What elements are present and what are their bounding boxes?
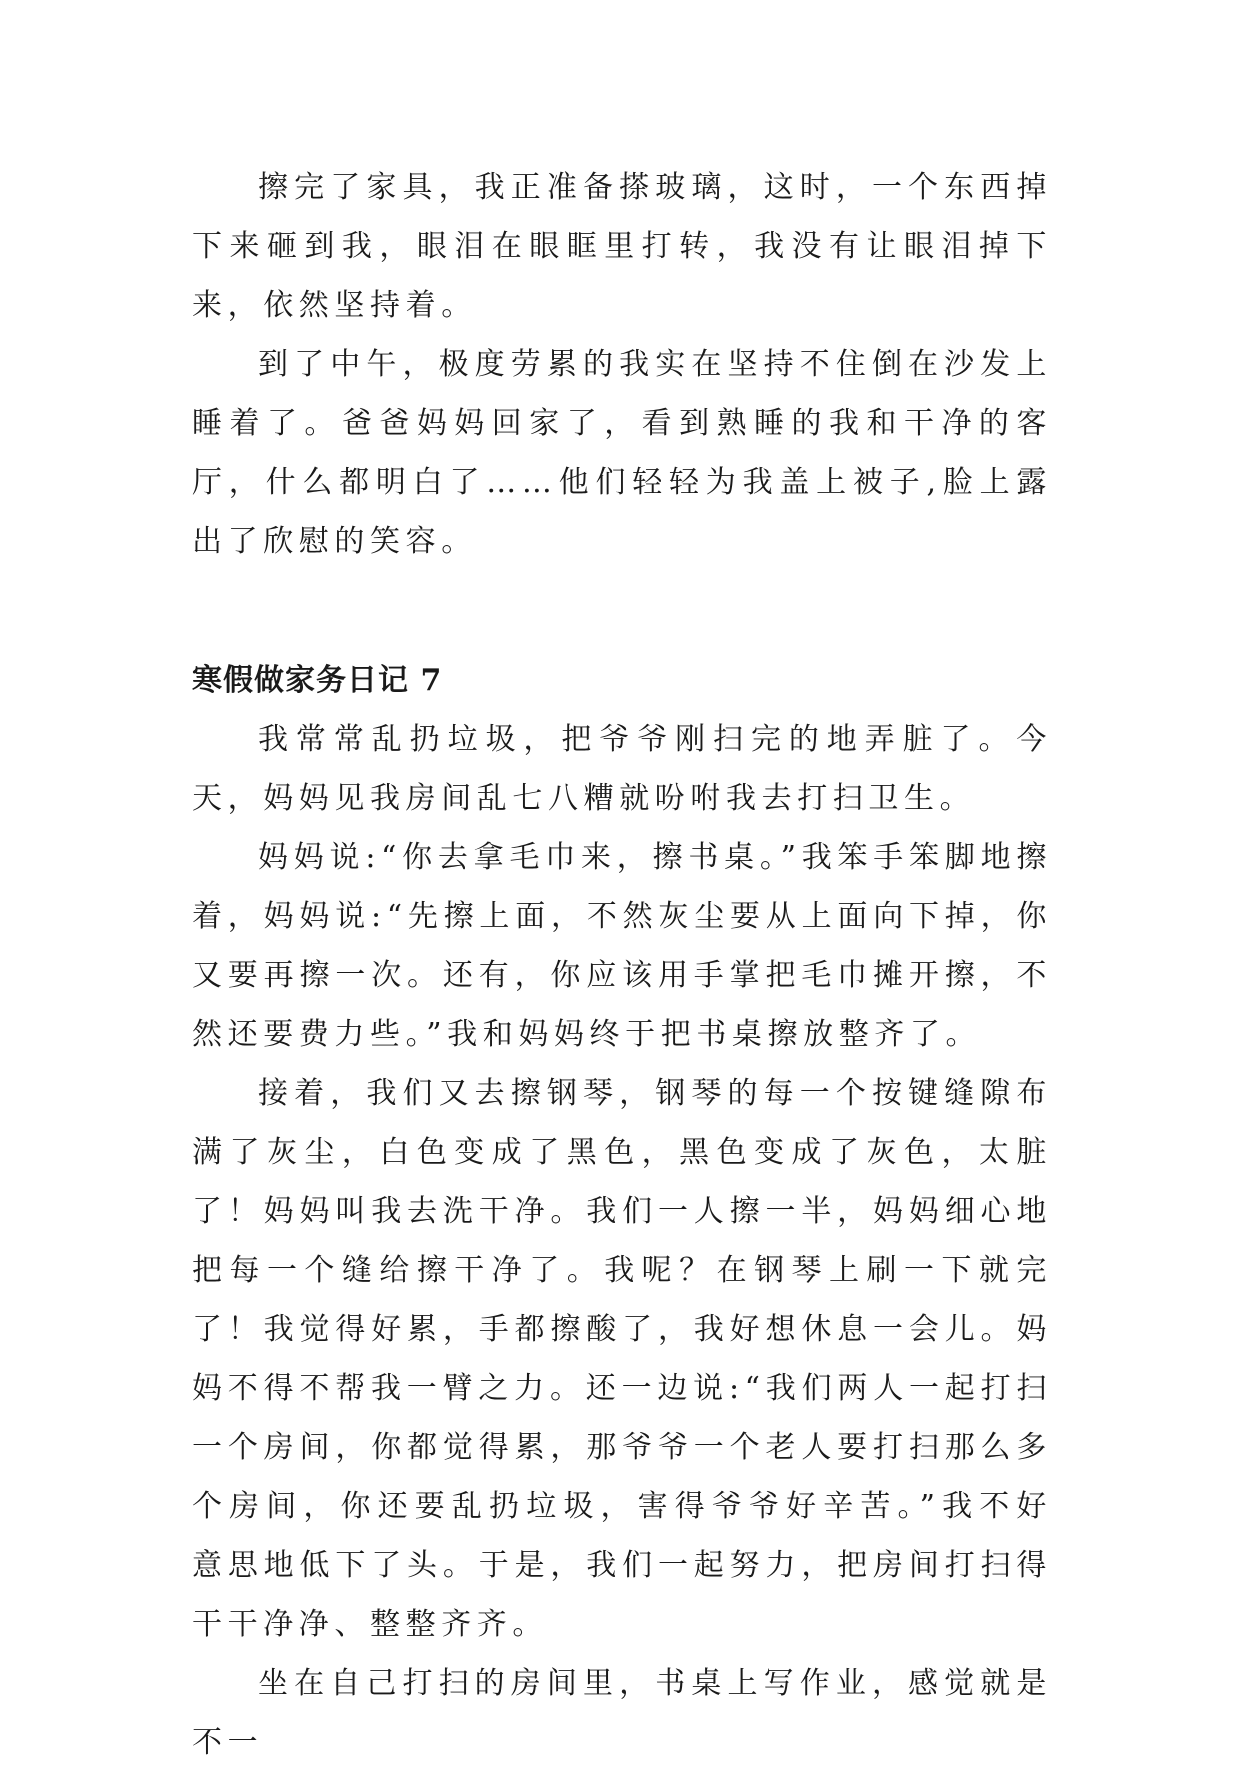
paragraph: 接着，我们又去擦钢琴，钢琴的每一个按键缝隙布满了灰尘，白色变成了黑色，黑色变成了灰色，太脏了！妈妈叫我去洗干净。我们一人擦一半，妈妈细心地把每一个缝给擦干净了。我呢？在钢琴上刷一下就完了！我觉得好累，手都擦酸了，我好想休息一会儿。妈妈不得不帮我一臂之力。还一边说:“我们两人一起打扫一个房间，你都觉得累，那爷爷一个老人要打扫那么多个房间，你还要乱扔垃圾，害得爷爷好辛苦。”我不好意思地低下了头。于是，我们一起努力，把房间打扫得干干净净、整整齐齐。 xyxy=(192,1076,1052,1642)
document-page xyxy=(192,158,1052,1772)
paragraph: 到了中午，极度劳累的我实在坚持不住倒在沙发上睡着了。爸爸妈妈回家了，看到熟睡的我和干净的客厅，什么都明白了……他们轻轻为我盖上被子,脸上露出了欣慰的笑容。 xyxy=(192,347,1052,559)
section-title: 寒假做家务日记 7 xyxy=(192,663,443,698)
paragraph: 坐在自己打扫的房间里，书桌上写作业，感觉就是不一 xyxy=(192,1666,1052,1760)
section-gap xyxy=(192,571,1052,651)
paragraph: 我常常乱扔垃圾，把爷爷刚扫完的地弄脏了。今天，妈妈见我房间乱七八糟就吩咐我去打扫卫生。 xyxy=(192,722,1052,816)
paragraph: 妈妈说:“你去拿毛巾来，擦书桌。”我笨手笨脚地擦着，妈妈说:“先擦上面，不然灰尘要从上面向下掉，你又要再擦一次。还有，你应该用手掌把毛巾摊开擦，不然还要费力些。”我和妈妈终于把书桌擦放整齐了。 xyxy=(192,840,1052,1052)
paragraph: 擦完了家具，我正准备搽玻璃，这时，一个东西掉下来砸到我，眼泪在眼眶里打转，我没有让眼泪掉下来，依然坚持着。 xyxy=(192,170,1052,323)
